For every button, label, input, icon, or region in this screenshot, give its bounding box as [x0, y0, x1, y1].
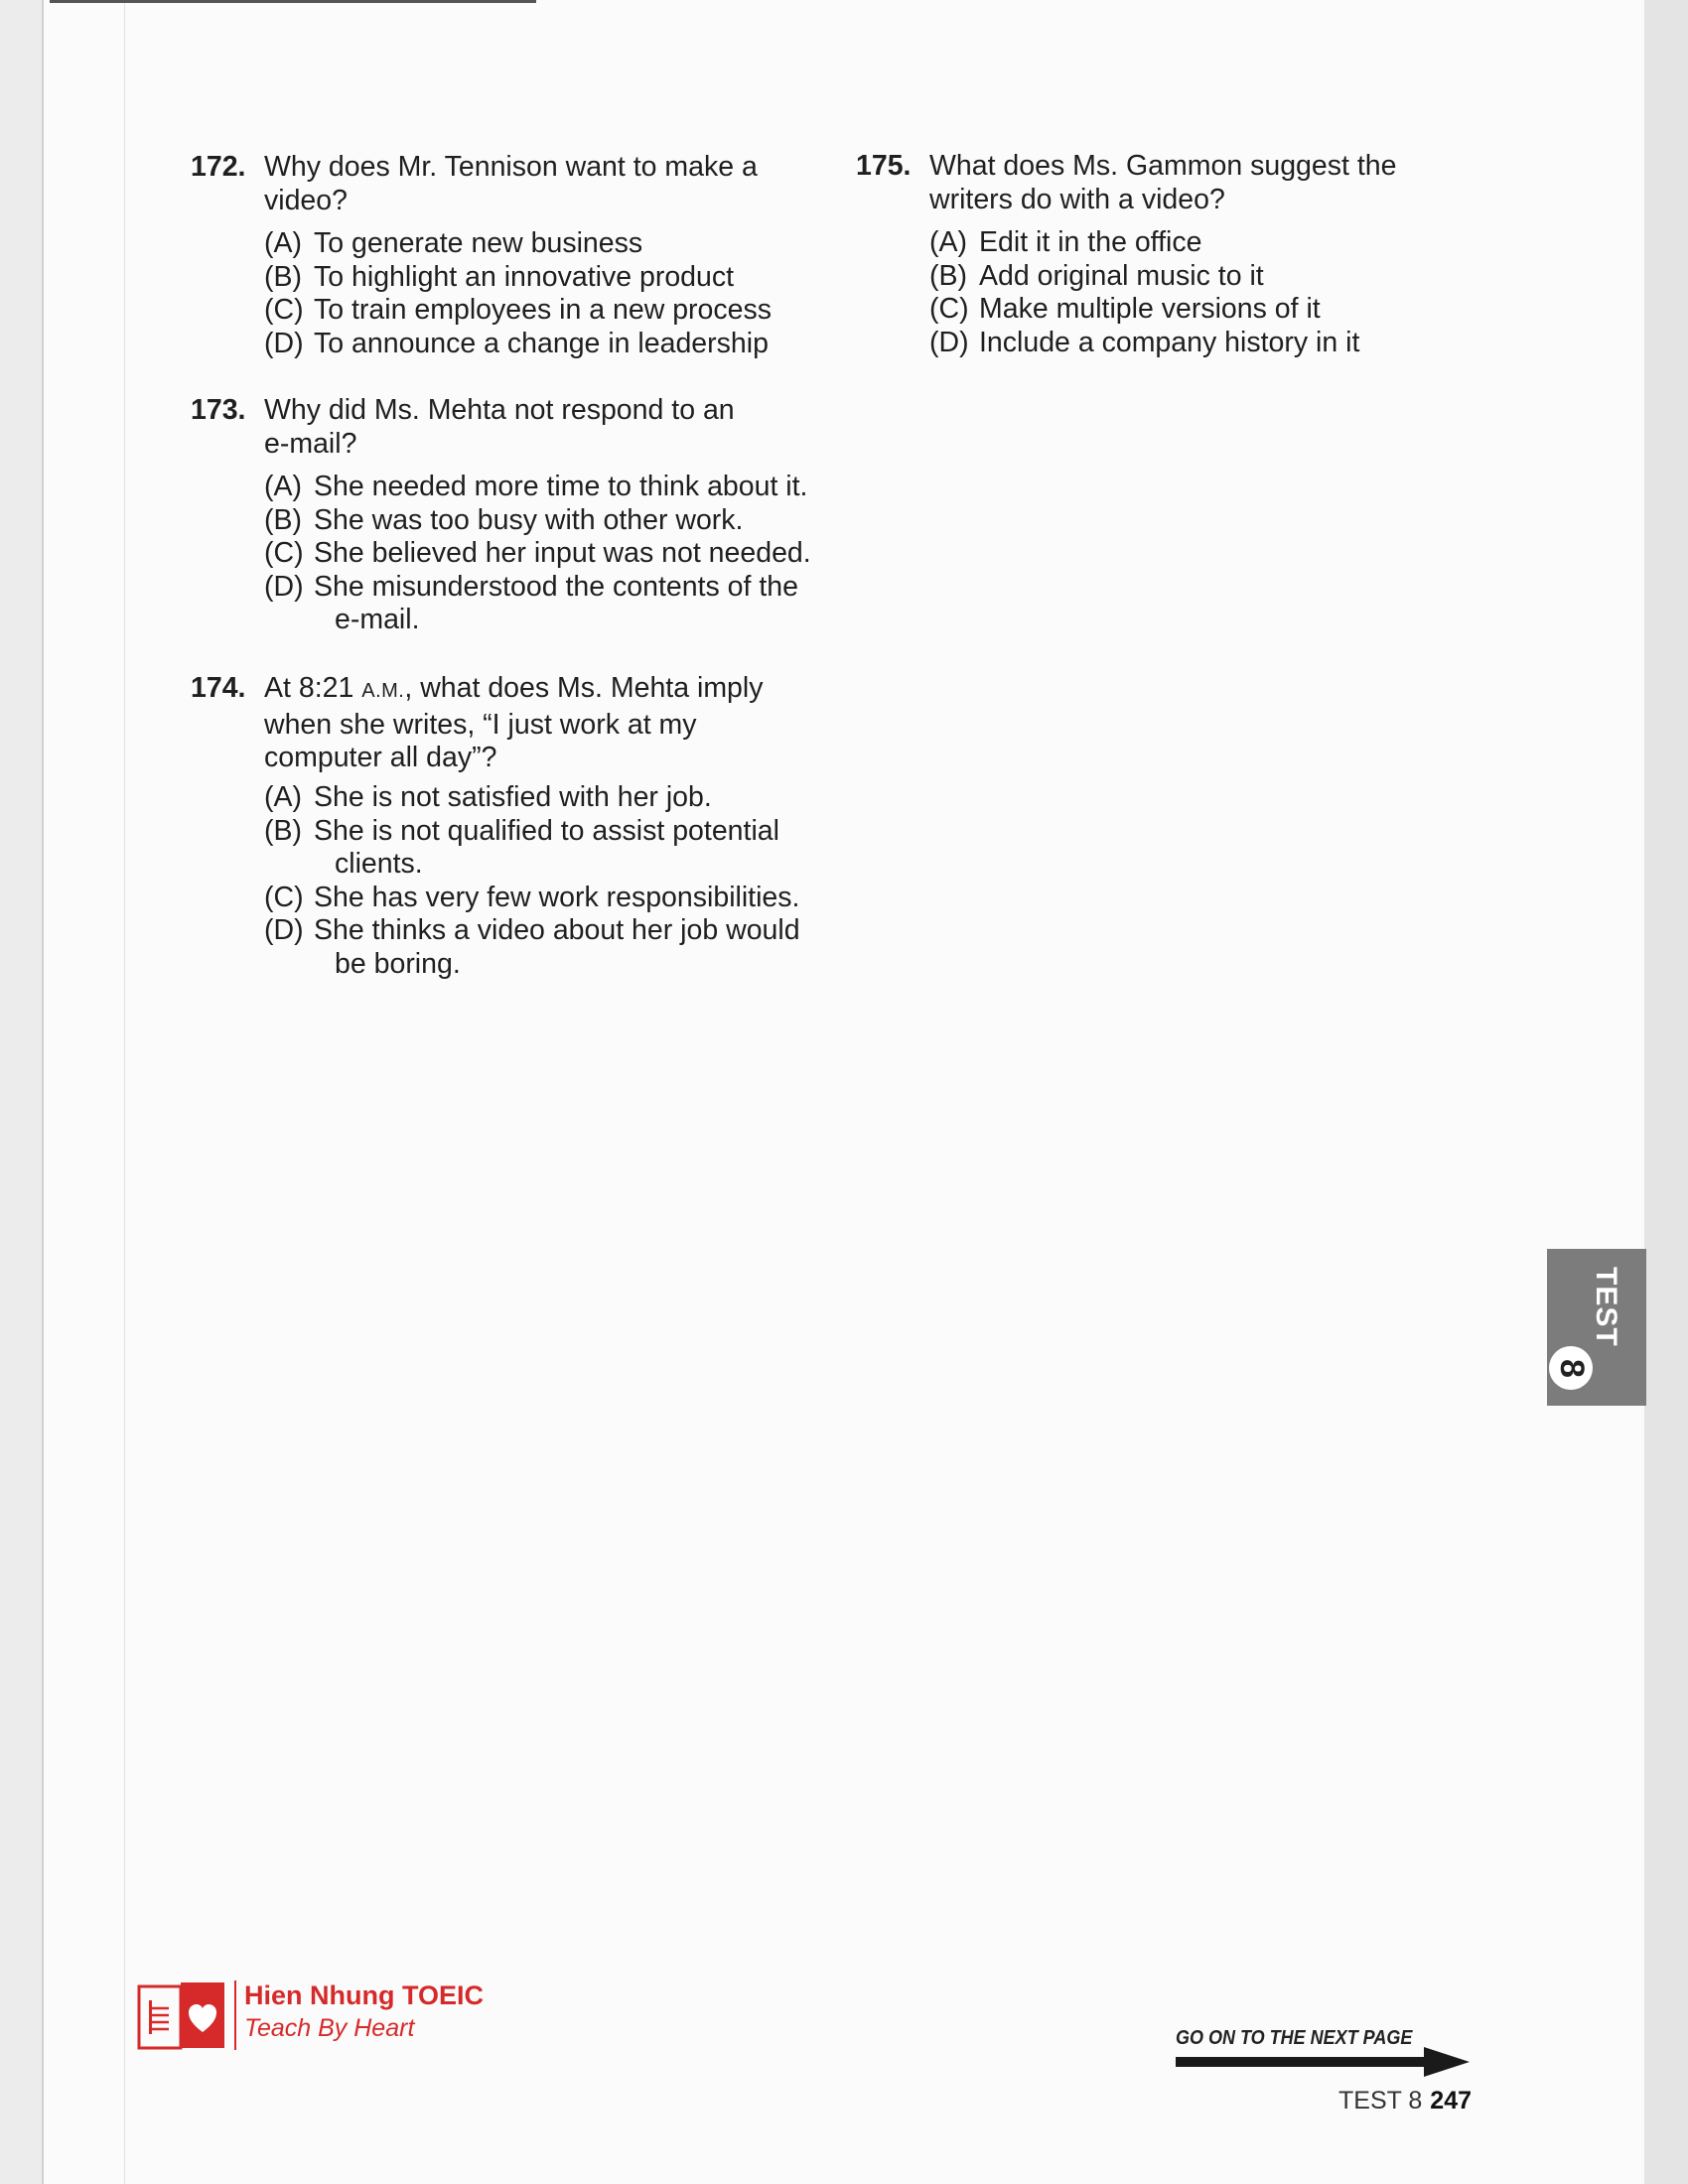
answer-options: [264, 471, 811, 637]
logo-title: Hien Nhung TOEIC: [244, 1980, 484, 2010]
tab-number-badge: [1549, 1346, 1593, 1390]
option-text: Make multiple versions of it: [979, 293, 1321, 325]
answer-option-d[interactable]: [929, 327, 1359, 360]
option-text: She needed more time to think about it.: [314, 471, 808, 502]
test-section-tab: [1547, 1249, 1646, 1406]
option-letter: (B): [929, 259, 967, 292]
option-letter: (C): [264, 537, 304, 569]
option-text: She was too busy with other work.: [314, 503, 744, 536]
option-letter: (C): [264, 294, 304, 326]
answer-option-c[interactable]: [264, 882, 800, 915]
answer-option-c[interactable]: [929, 293, 1359, 327]
question-stem: [264, 672, 764, 775]
option-letter: (D): [264, 570, 304, 603]
question-number: 174.: [191, 672, 246, 704]
option-text: To highlight an innovative product: [314, 260, 735, 293]
answer-option-a[interactable]: [929, 226, 1359, 260]
answer-options: [929, 226, 1359, 359]
arrow-right-icon: [1176, 2047, 1470, 2077]
book-heart-icon: [135, 1980, 226, 2052]
question-number: 175.: [856, 150, 912, 182]
question-stem: [929, 150, 1396, 216]
option-text: To train employees in a new process: [314, 294, 772, 326]
answer-option-c[interactable]: [264, 294, 772, 328]
time-suffix: A.M.: [361, 680, 405, 702]
answer-options: [264, 227, 772, 360]
option-text: She has very few work responsibilities.: [314, 881, 800, 913]
option-letter: (B): [264, 260, 302, 293]
next-page-label: GO ON TO THE NEXT PAGE: [1176, 2027, 1413, 2049]
option-text: She believed her input was not needed.: [314, 537, 811, 569]
answer-option-d[interactable]: [264, 571, 811, 637]
option-letter: (D): [929, 326, 969, 358]
stem-line: computer all day”?: [264, 742, 497, 773]
question-172: [191, 151, 826, 359]
answer-option-a[interactable]: [264, 781, 800, 815]
option-letter: (B): [264, 814, 302, 847]
page-footer: [1338, 2087, 1472, 2116]
stem-line: Why does Mr. Tennison want to make a: [264, 151, 758, 183]
page-number: 247: [1430, 2087, 1473, 2115]
page-top-rule: [50, 0, 536, 3]
stem-line: when she writes, “I just work at my: [264, 708, 697, 741]
option-letter: (A): [264, 471, 302, 502]
footer-test-label: TEST 8: [1338, 2087, 1423, 2115]
option-text: She is not qualified to assist potential: [314, 814, 779, 847]
answer-option-a[interactable]: [264, 227, 772, 261]
question-number: 173.: [191, 394, 246, 426]
stem-line: What does Ms. Gammon suggest the: [929, 150, 1397, 182]
stem-text: At 8:21: [264, 672, 362, 704]
answer-option-d[interactable]: [264, 328, 772, 361]
question-stem: [264, 151, 758, 217]
stem-text: , what does Ms. Mehta imply: [404, 672, 764, 704]
answer-option-a[interactable]: [264, 471, 811, 504]
answer-option-b[interactable]: [929, 260, 1359, 294]
logo-subtitle: Teach By Heart: [244, 2014, 415, 2042]
option-text: She misunderstood the contents of the: [314, 570, 798, 603]
tab-number: 8: [1552, 1358, 1591, 1378]
answer-option-d[interactable]: [264, 914, 800, 981]
option-text: Add original music to it: [979, 259, 1264, 292]
option-letter: (C): [929, 293, 969, 325]
stem-line: writers do with a video?: [929, 183, 1225, 215]
option-text-continued: be boring.: [335, 947, 461, 980]
question-stem: [264, 394, 735, 461]
answer-option-b[interactable]: [264, 504, 811, 538]
option-text-continued: e-mail.: [335, 604, 420, 635]
stem-line: video?: [264, 184, 348, 216]
question-173: [191, 394, 846, 642]
stem-line: [264, 672, 764, 709]
answer-option-c[interactable]: [264, 537, 811, 571]
option-letter: (B): [264, 503, 302, 536]
option-letter: (D): [264, 327, 304, 359]
option-letter: (A): [264, 227, 302, 259]
question-175: [856, 150, 1491, 358]
tab-label: TEST: [1590, 1267, 1622, 1347]
option-letter: (A): [929, 226, 967, 258]
stem-line: e-mail?: [264, 427, 357, 460]
option-text: To generate new business: [314, 227, 643, 259]
option-letter: (D): [264, 914, 304, 946]
stem-line: Why did Ms. Mehta not respond to an: [264, 394, 735, 426]
option-text: Edit it in the office: [979, 226, 1202, 258]
answer-option-b[interactable]: [264, 815, 800, 882]
question-174: [191, 672, 846, 990]
option-text: Include a company history in it: [979, 326, 1360, 358]
option-letter: (A): [264, 781, 302, 813]
option-text: She thinks a video about her job would: [314, 914, 800, 946]
page-right-margin: [1644, 0, 1688, 2184]
option-letter: (C): [264, 881, 304, 913]
question-number: 172.: [191, 151, 246, 183]
logo-divider: [234, 1980, 236, 2050]
page-gutter-line: [124, 0, 125, 2184]
answer-options: [264, 781, 800, 981]
option-text-continued: clients.: [335, 848, 423, 880]
option-text: She is not satisfied with her job.: [314, 781, 712, 813]
answer-option-b[interactable]: [264, 261, 772, 295]
option-text: To announce a change in leadership: [314, 327, 769, 359]
